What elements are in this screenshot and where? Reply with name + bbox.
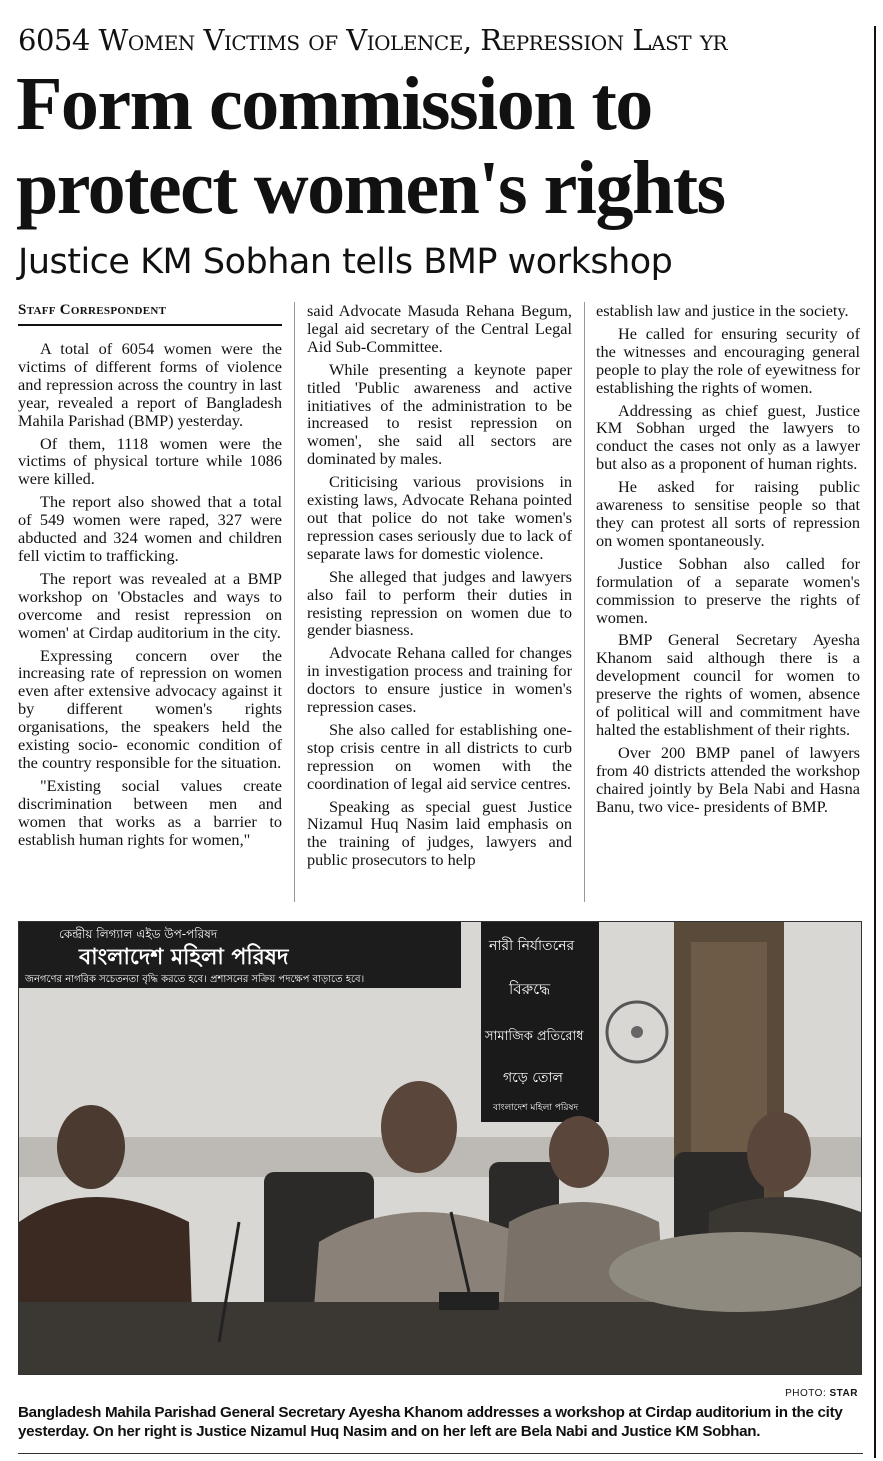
microphone-base [439, 1292, 499, 1310]
paragraph: Justice Sobhan also called for formulation of a separate women's commission to preserve the rights of women. [596, 553, 860, 627]
paragraph: She also called for establishing one-stop crisis centre in all districts to curb repression on women with the coordination of legal aid service centres. [307, 719, 572, 793]
paragraph: He called for ensuring security of the witnesses and encouraging general people to play the role of eyewitness for establishing the rights of women. [596, 323, 860, 397]
paragraph: He asked for raising public awareness to sensitise people so that they can protest all sorts of repression on women spontaneously. [596, 477, 860, 550]
poster-footer: বাংলাদেশ মহিলা পরিষদ [493, 1103, 579, 1113]
article-column-3 [596, 302, 860, 820]
article-column-2 [307, 302, 572, 874]
banner-line-1: কেন্দ্রীয় লিগ্যাল এইড উপ-পরিষদ [59, 927, 218, 941]
news-photo [18, 921, 862, 1375]
article-column-1 [18, 340, 282, 853]
fan-hub [631, 1026, 643, 1038]
photo-illustration [19, 922, 861, 1374]
paragraph: Criticising various provisions in existing laws, Advocate Rehana pointed out that police do not take women's repression cases seriously due to lack of separate laws for domestic violence. [307, 472, 572, 563]
table [19, 1302, 861, 1374]
photo-credit-prefix: PHOTO: [785, 1388, 830, 1399]
paragraph: BMP General Secretary Ayesha Khanom said although there is a development council for women to preserve the rights of women, absence of political will and commitment have halted the establishment of their rights. [596, 630, 860, 739]
headline [16, 62, 866, 230]
paragraph: Expressing concern over the increasing rate of repression on women even after extensive advocacy against it by different women's rights organisations, the speakers held the existing socio- economic condition of the country responsible for the situation. [18, 645, 282, 772]
headline-line-2: protect women's rights [16, 146, 725, 230]
paragraph: Speaking as special guest Justice Nizamul Huq Nasim laid emphasis on the training of judges, lawyers and public prosecutors to help [307, 796, 572, 870]
headline-line-1: Form commission to [16, 62, 652, 146]
bottom-rule [18, 1453, 863, 1454]
paragraph: establish law and justice in the society. [596, 301, 849, 320]
paragraph: A total of 6054 women were the victims of different forms of violence and repression across the country in last year, revealed a report of Bangladesh Mahila Parishad (BMP) yesterday. [18, 339, 282, 430]
column-divider [294, 302, 295, 902]
paragraph: The report also showed that a total of 549 women were raped, 327 were abducted and 324 women and children fell victim to trafficking. [18, 492, 282, 565]
paragraph: While presenting a keynote paper titled 'Public awareness and active initiatives of the administration to be increased to resist repression on women', she said all sectors are dominated by males. [307, 359, 572, 469]
flower-arrangement [609, 1232, 861, 1312]
kicker: 6054 Women Victims of Violence, Repression Last yr [18, 23, 728, 57]
paragraph: Over 200 BMP panel of lawyers from 40 districts attended the workshop chaired jointly by Bela Nabi and Hasna Banu, two vice- presidents of BMP. [596, 742, 860, 816]
photo-caption: Bangladesh Mahila Parishad General Secretary Ayesha Khanom addresses a workshop at Cirdap auditorium in the city yesterday. On her right is Justice Nizamul Huq Nasim and on her left are Bela Nabi and Justice KM Sobhan. [18, 1404, 843, 1440]
poster-line-1: নারী নির্যাতনের [489, 938, 575, 954]
banner-line-2: বাংলাদেশ মহিলা পরিষদ [79, 945, 289, 970]
paragraph: The report was revealed at a BMP workshop on 'Obstacles and ways to overcome and resist repression on women' at Cirdap auditorium in the city. [18, 568, 282, 642]
paragraph: Addressing as chief guest, Justice KM Sobhan urged the lawyers to conduct the cases not only as a lawyer but also as a proponent of human rights. [596, 400, 860, 474]
paragraph: "Existing social values create discrimination between men and women that works as a barrier to establish human rights for women," [18, 775, 282, 849]
column-divider [584, 302, 585, 902]
paragraph: She alleged that judges and lawyers also fail to perform their duties in resisting repression on women due to gender biasness. [307, 566, 572, 640]
byline: Staff Correspondent [18, 300, 282, 326]
poster-line-3: সামাজিক প্রতিরোধ [485, 1029, 584, 1044]
photo-credit-name: STAR [829, 1388, 858, 1399]
column-rule-right [874, 26, 876, 1458]
deck: Justice KM Sobhan tells BMP workshop [18, 242, 673, 282]
photo-credit [600, 1388, 858, 1399]
poster-line-2: বিরুদ্ধে [509, 980, 551, 998]
banner-line-3: জনগণের নাগরিক সচেতনতা বৃদ্ধি করতে হবে। প্রশাসনের সক্রিয় পদক্ষেপ বাড়াতে হবে। [25, 974, 365, 985]
poster-line-4: গড়ে তোল [503, 1070, 563, 1086]
paragraph: Advocate Rehana called for changes in investigation process and training for doctors to ensure justice in women's repression cases. [307, 643, 572, 717]
paragraph: said Advocate Masuda Rehana Begum, legal aid secretary of the Central Legal Aid Sub-Committee. [307, 301, 572, 356]
paragraph: Of them, 1118 women were the victims of physical torture while 1086 were killed. [18, 433, 282, 489]
